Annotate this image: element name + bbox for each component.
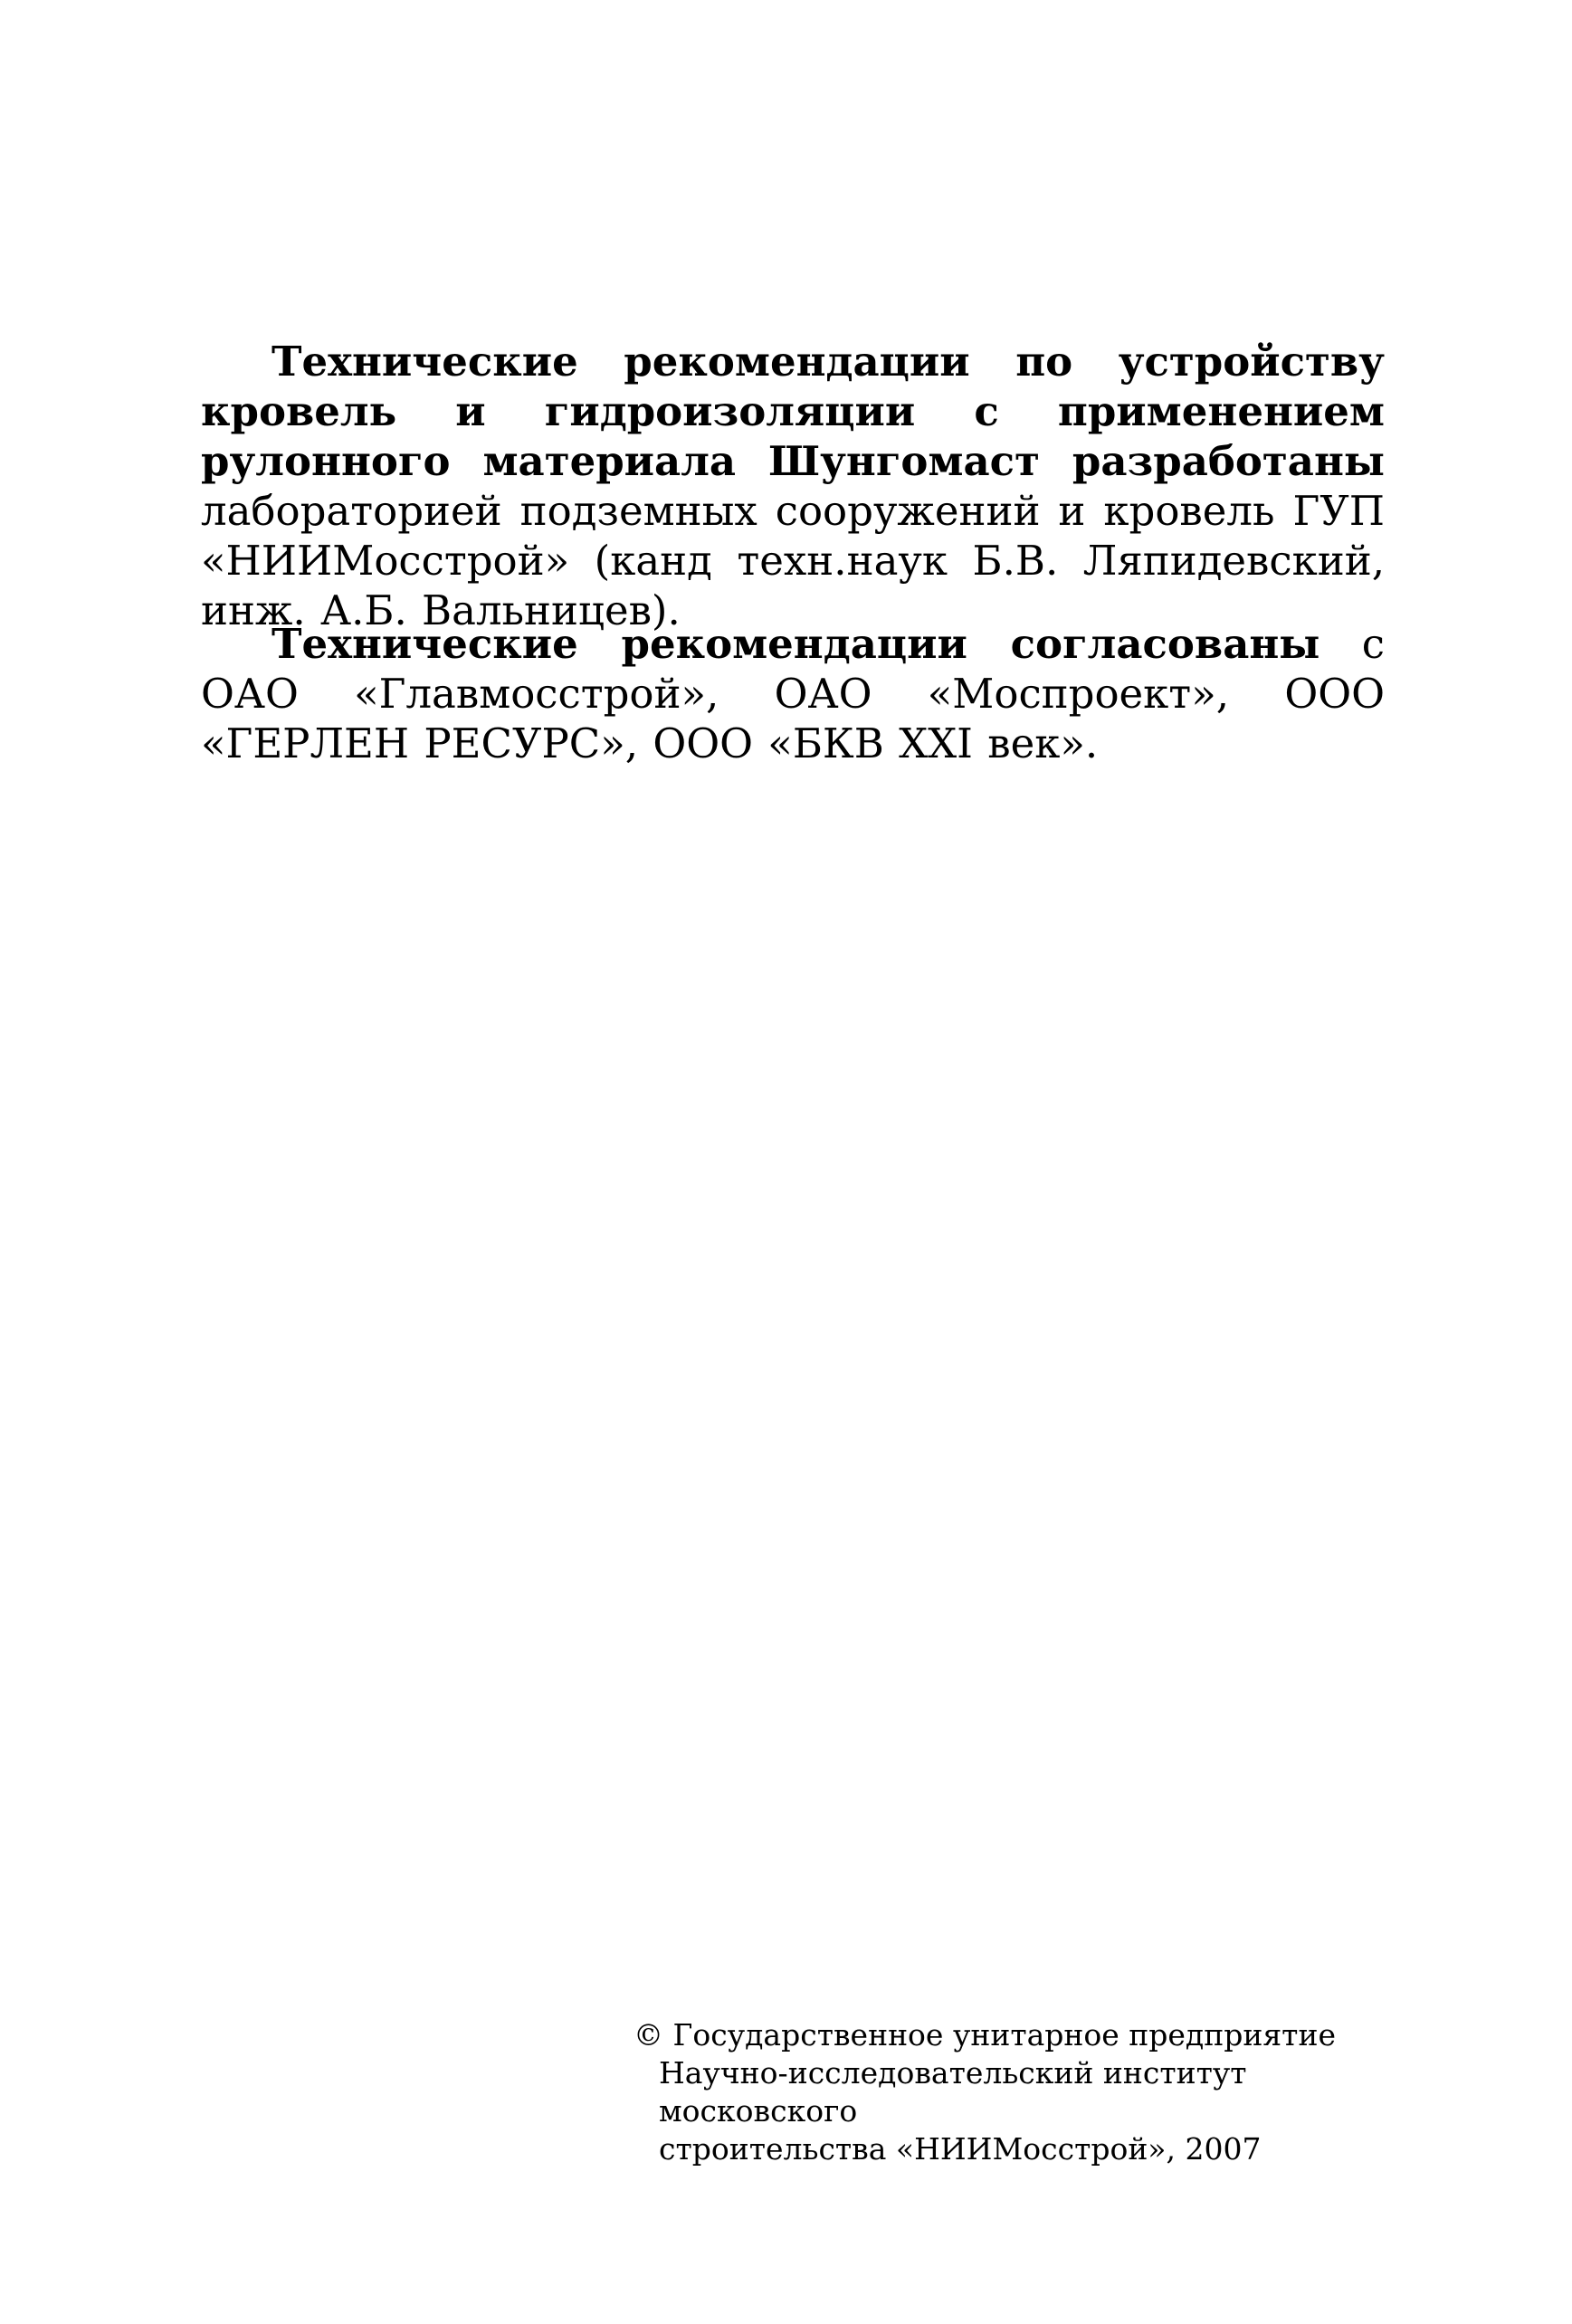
copyright-line-3: строительства «НИИМосстрой», 2007 — [659, 2131, 1262, 2167]
copyright-line-2: Научно-исследовательский институт московского — [659, 2055, 1247, 2129]
credits-paragraph — [201, 337, 1385, 635]
approval-bold-text: Технические рекомендации согласованы — [272, 620, 1320, 668]
approval-paragraph — [201, 619, 1385, 768]
copyright-notice — [634, 2016, 1448, 2168]
credits-bold-text: Технические рекомендации по устройству кровель и гидроизоляции с применением рулонного материала Шунгомаст разработаны — [201, 338, 1385, 485]
copyright-line-1: © Государственное унитарное предприятие — [634, 2017, 1336, 2053]
approval-regular-text: с ОАО «Главмосстрой», ОАО «Моспроект», ООО «ГЕРЛЕН РЕСУРС», ООО «БКВ XXI век». — [201, 620, 1385, 767]
credits-regular-text: лабораторией подземных сооружений и кровель ГУП «НИИМосстрой» (канд техн.наук Б.В. Ляпидевский, инж. А.Б. Вальницев). — [201, 487, 1385, 634]
